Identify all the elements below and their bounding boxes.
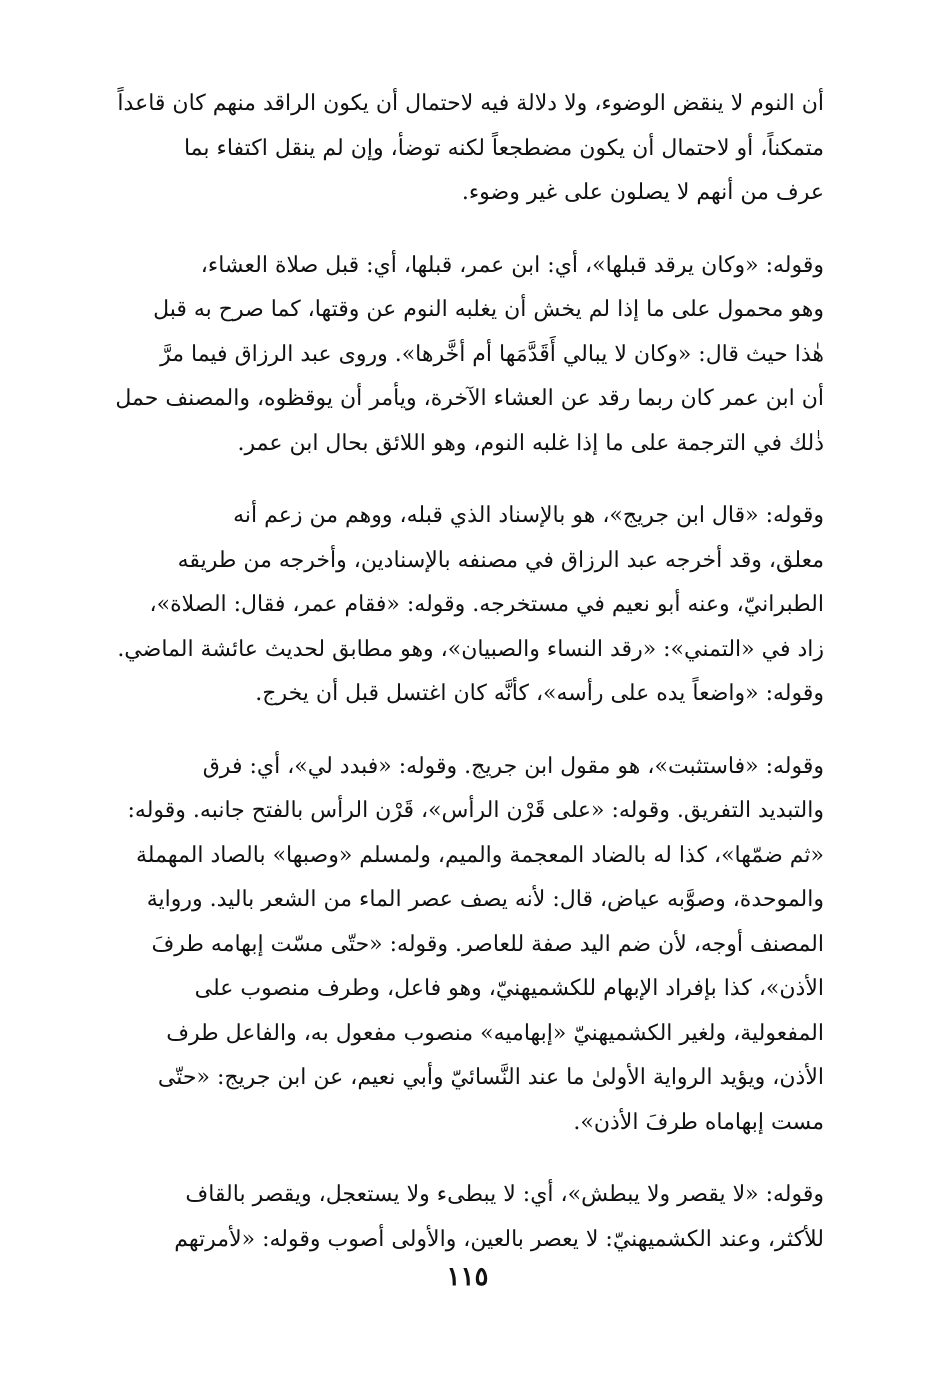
text-line: وقوله: «قال ابن جريج»، هو بالإسناد الذي قبله، ووهم من زعم أنه: [233, 503, 824, 528]
text-line: والتبديد التفريق. وقوله: «على قَرْن الرأس»، قَرْن الرأس بالفتح جانبه. وقوله:: [127, 798, 824, 823]
text-line: زاد في «التمني»: «رقد النساء والصبيان»، وهو مطابق لحديث عائشة الماضي.: [117, 636, 824, 662]
text-line: وقوله: «لا يقصر ولا يبطش»، أي: لا يبطىء ولا يستعجل، ويقصر بالقاف: [185, 1182, 824, 1207]
text-line: هٰذا حيث قال: «وكان لا يبالي أَقَدَّمَها أم أخَّرها». وروى عبد الرزاق فيما مرَّ: [160, 341, 824, 367]
text-line: وهو محمول على ما إذا لم يخش أن يغلبه النوم عن وقتها، كما صرح به قبل: [153, 297, 824, 322]
page-number: ١١٥: [446, 1262, 489, 1292]
text-line: مست إبهاماه طرفَ الأذن».: [573, 1109, 824, 1135]
paragraph: [112, 244, 824, 467]
text-line: الأذن، ويؤيد الرواية الأولىٰ ما عند النَّسائيّ وأبي نعيم، عن ابن جريج: «حتّى: [157, 1065, 824, 1090]
text-line: «ثم ضمّها»، كذا له بالضاد المعجمة والميم، ولمسلم «وصبها» بالصاد المهملة: [136, 842, 824, 868]
text-line: عرف من أنهم لا يصلون على غير وضوء.: [461, 180, 824, 205]
text-line: وقوله: «فاستثبت»، هو مقول ابن جريج. وقوله: «فبدد لي»، أي: فرق: [202, 753, 824, 779]
text-line: وقوله: «وكان يرقد قبلها»، أي: ابن عمر، قبلها، أي: قبل صلاة العشاء،: [200, 252, 824, 278]
paragraph: [112, 745, 824, 1146]
text-line: المفعولية، ولغير الكشميهنيّ «إبهاميه» منصوب مفعول به، والفاعل طرف: [166, 1020, 824, 1046]
text-line: أن ابن عمر كان ربما رقد عن العشاء الآخرة، ويأمر أن يوقظوه، والمصنف حمل: [115, 386, 824, 411]
text-line: معلق، وقد أخرجه عبد الرزاق في مصنفه بالإسنادين، وأخرجه من طريقه: [177, 547, 824, 573]
text-line: الأذن»، كذا بإفراد الإبهام للكشميهنيّ، وهو فاعل، وطرف منصوب على: [194, 976, 824, 1001]
text-line: الطبرانيّ، وعنه أبو نعيم في مستخرجه. وقوله: «فقام عمر، فقال: الصلاة»،: [149, 592, 824, 617]
text-line: وقوله: «واضعاً يده على رأسه»، كأنَّه كان اغتسل قبل أن يخرج.: [255, 681, 824, 706]
paragraph: [112, 82, 824, 216]
text-line: المصنف أوجه، لأن ضم اليد صفة للعاصر. وقوله: «حتّى مسّت إبهامه طرفَ: [151, 931, 824, 957]
paragraph: [112, 494, 824, 717]
text-line: أن النوم لا ينقض الوضوء، ولا دلالة فيه لاحتمال أن يكون الراقد منهم كان قاعداً: [117, 91, 824, 116]
text-line: متمكناً، أو لاحتمال أن يكون مضطجعاً لكنه توضأ، وإن لم ينقل اكتفاء بما: [183, 135, 824, 161]
body-text: [112, 82, 824, 1290]
paragraph: [112, 1173, 824, 1262]
text-line: والموحدة، وصوَّبه عياض، قال: لأنه يصف عصر الماء من الشعر باليد. ورواية: [146, 887, 824, 912]
text-line: للأكثر، وعند الكشميهنيّ: لا يعصر بالعين، والأولى أصوب وقوله: «لأمرتهم: [174, 1226, 824, 1252]
text-line: ذٰلك في الترجمة على ما إذا غلبه النوم، وهو اللائق بحال ابن عمر.: [237, 430, 824, 456]
